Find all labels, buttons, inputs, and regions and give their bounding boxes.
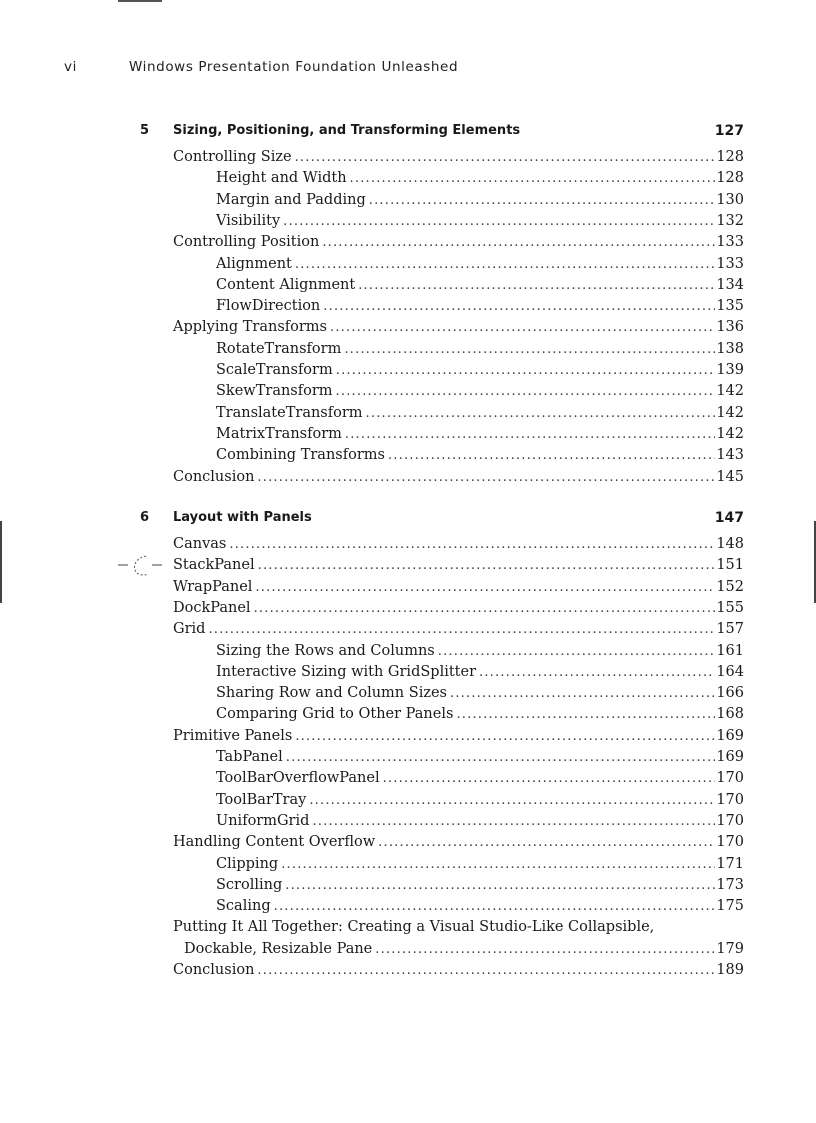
- toc-entry-text: FlowDirection: [216, 298, 321, 315]
- toc-line: [216, 811, 744, 832]
- toc-entry-text: DockPanel: [173, 599, 251, 616]
- toc-entry-text: Visibility: [216, 212, 281, 229]
- toc-subsection-entry[interactable]: [0, 747, 816, 767]
- toc-page-number: 164: [716, 663, 744, 680]
- toc-line: [216, 168, 744, 189]
- toc-section-entry[interactable]: [0, 232, 816, 252]
- toc-section-entry[interactable]: [0, 598, 816, 618]
- toc-entry-text: Grid: [173, 621, 206, 638]
- toc-entry-text: TabPanel: [216, 749, 283, 765]
- toc-page-number: 157: [716, 621, 744, 638]
- toc-page-number: 170: [716, 834, 744, 851]
- toc-line: [216, 254, 744, 275]
- dot-leader: [255, 578, 715, 598]
- toc-line: [216, 360, 744, 381]
- toc-page-number: 166: [716, 685, 744, 702]
- toc-page-number: 133: [716, 234, 744, 251]
- dot-leader: [369, 191, 716, 211]
- chapter-number: 6: [140, 510, 150, 525]
- dot-leader: [438, 642, 716, 662]
- toc-line: [216, 790, 744, 811]
- chapter-heading[interactable]: [0, 508, 816, 528]
- toc-section-entry[interactable]: [0, 577, 816, 597]
- dot-leader: [229, 535, 715, 555]
- toc-entry-text: Applying Transforms: [173, 319, 327, 336]
- toc-page-number: 136: [716, 319, 744, 336]
- toc-line: [216, 211, 744, 232]
- toc-subsection-entry[interactable]: [0, 704, 816, 724]
- dot-leader: [366, 404, 716, 424]
- chapter-title: Sizing, Positioning, and Transforming Elements: [173, 123, 521, 138]
- toc-entry-text: WrapPanel: [173, 578, 253, 595]
- dot-leader: [383, 769, 716, 789]
- toc-page-number: 170: [716, 812, 744, 829]
- dot-leader: [456, 705, 715, 725]
- toc-page-number: 161: [716, 642, 744, 659]
- toc-entry-text: Clipping: [216, 855, 279, 872]
- toc-section-entry[interactable]: [0, 467, 816, 487]
- toc-line: [216, 641, 744, 662]
- toc-page-number: 132: [716, 212, 744, 229]
- dot-leader: [258, 556, 716, 576]
- toc-subsection-entry[interactable]: [0, 360, 816, 380]
- toc-section-entry[interactable]: [0, 317, 816, 337]
- toc-page-number: 128: [716, 170, 744, 187]
- toc-line: [216, 747, 744, 768]
- toc-line: [216, 381, 744, 402]
- toc-entry-text: Content Alignment: [216, 276, 356, 293]
- toc-entry-text: Alignment: [216, 255, 292, 272]
- toc-subsection-entry[interactable]: [0, 641, 816, 661]
- toc-page-number: 155: [716, 599, 744, 616]
- toc-line: [173, 147, 744, 168]
- dot-leader: [378, 833, 715, 853]
- toc-entry-text: Combining Transforms: [216, 447, 385, 464]
- toc-line: [173, 960, 744, 981]
- dot-leader: [322, 233, 715, 253]
- toc-line: [216, 896, 744, 917]
- toc-entry-text: SkewTransform: [216, 383, 333, 400]
- toc-page-number: 145: [716, 468, 744, 485]
- toc-page-number: 173: [716, 876, 744, 893]
- dot-leader: [375, 940, 715, 960]
- toc-subsection-entry[interactable]: [0, 339, 816, 359]
- dot-leader: [295, 727, 715, 747]
- toc-entry-text: ToolBarOverflowPanel: [216, 770, 380, 787]
- toc-page-number: 169: [716, 727, 744, 744]
- toc-entry-text: Scaling: [216, 898, 271, 915]
- toc-line: [216, 704, 744, 725]
- toc-line: [173, 726, 744, 747]
- toc-subsection-entry[interactable]: [0, 381, 816, 401]
- toc-page-number: 168: [716, 706, 744, 723]
- toc-page-number: 152: [716, 578, 744, 595]
- toc-entry-text: ScaleTransform: [216, 362, 333, 378]
- dot-leader: [330, 318, 715, 338]
- toc-entry-text: Sizing the Rows and Columns: [216, 642, 435, 659]
- toc-line: [216, 339, 744, 360]
- toc-entry-text: Primitive Panels: [173, 727, 293, 744]
- dot-leader: [257, 468, 715, 488]
- toc-page-number: 135: [716, 298, 744, 315]
- toc-line: [216, 424, 744, 445]
- toc-entry-text: Controlling Size: [173, 149, 292, 165]
- toc-entry[interactable]: [0, 939, 816, 959]
- toc-entry-text: UniformGrid: [216, 812, 310, 829]
- toc-page-number: 139: [716, 362, 744, 378]
- toc-page-number: 151: [716, 557, 744, 574]
- dot-leader: [257, 961, 715, 981]
- toc-subsection-entry[interactable]: [0, 254, 816, 274]
- toc-subsection-entry[interactable]: [0, 403, 816, 423]
- toc-subsection-entry[interactable]: [0, 168, 816, 188]
- dot-leader: [344, 340, 715, 360]
- toc-page-number: 128: [716, 149, 744, 165]
- toc-entry-text: Controlling Position: [173, 234, 320, 251]
- toc-page-number: 130: [716, 191, 744, 208]
- toc-entry-text: Canvas: [173, 536, 227, 552]
- dot-leader: [274, 897, 716, 917]
- toc-subsection-entry[interactable]: [0, 683, 816, 703]
- toc-page-number: 143: [716, 447, 744, 464]
- toc-line: [216, 275, 744, 296]
- dot-leader: [254, 599, 716, 619]
- toc-line: [216, 190, 744, 211]
- toc-line: [216, 875, 744, 896]
- toc-page-number: 171: [716, 855, 744, 872]
- toc-entry-text: StackPanel: [173, 557, 255, 574]
- toc-page-number: 133: [716, 255, 744, 272]
- toc-section-entry[interactable]: [0, 147, 816, 167]
- toc-entry-text: Interactive Sizing with GridSplitter: [216, 663, 477, 680]
- toc-line: [173, 577, 744, 598]
- dot-leader: [295, 255, 715, 275]
- toc-line: [216, 854, 744, 875]
- toc-subsection-entry[interactable]: [0, 790, 816, 810]
- dot-leader: [388, 446, 715, 466]
- toc-page-number: 179: [716, 940, 744, 957]
- toc-line: [173, 317, 744, 338]
- toc-line: [173, 467, 744, 488]
- toc-line: [173, 598, 744, 619]
- toc-line: [173, 832, 744, 853]
- toc-line: [216, 445, 744, 466]
- toc-entry-text[interactable]: Putting It All Together: Creating a Visual Studio-Like Collapsible,: [173, 919, 655, 936]
- toc-subsection-entry[interactable]: [0, 424, 816, 444]
- toc-line: [173, 619, 744, 640]
- dot-leader: [350, 169, 716, 189]
- dot-leader: [295, 148, 716, 168]
- toc-subsection-entry[interactable]: [0, 275, 816, 295]
- toc-entry-text: TranslateTransform: [216, 404, 363, 421]
- toc-entry-text: Conclusion: [173, 468, 255, 485]
- toc-page-number: 142: [716, 404, 744, 421]
- toc-section-entry[interactable]: [0, 726, 816, 746]
- toc-entry-text: Conclusion: [173, 962, 255, 978]
- toc-entry-text: Margin and Padding: [216, 191, 366, 208]
- toc-entry-text: Dockable, Resizable Pane: [184, 940, 373, 957]
- dot-leader: [336, 382, 716, 402]
- chapter-page-number: 147: [714, 510, 744, 526]
- toc-line: [173, 534, 744, 555]
- toc-page-number: 142: [716, 425, 744, 442]
- toc-entry-text: Height and Width: [216, 170, 347, 187]
- toc-page-number: 189: [716, 962, 744, 978]
- dot-leader: [345, 425, 715, 445]
- toc-page-number: 169: [716, 749, 744, 765]
- toc-line: [173, 555, 744, 576]
- toc-entry-text: ToolBarTray: [216, 791, 307, 808]
- toc-line: [216, 403, 744, 424]
- toc-entry-text: Comparing Grid to Other Panels: [216, 706, 454, 723]
- toc-entry-text: Scrolling: [216, 876, 283, 893]
- chapter-heading[interactable]: [0, 121, 816, 141]
- toc-page-number: 170: [716, 770, 744, 787]
- dot-leader: [312, 812, 715, 832]
- toc-subsection-entry[interactable]: [0, 768, 816, 788]
- toc-page-number: 142: [716, 383, 744, 400]
- dot-leader: [450, 684, 715, 704]
- toc-section-entry[interactable]: [0, 534, 816, 554]
- dot-leader: [208, 620, 715, 640]
- page-folio: vi: [64, 59, 77, 75]
- toc-page-number: 134: [716, 276, 744, 293]
- toc-subsection-entry[interactable]: [0, 896, 816, 916]
- dot-leader: [358, 276, 715, 296]
- toc-page-number: 170: [716, 791, 744, 808]
- chapter-page-number: 127: [714, 123, 744, 139]
- dot-leader: [309, 791, 715, 811]
- toc-entry-text: MatrixTransform: [216, 425, 342, 442]
- toc-subsection-entry[interactable]: [0, 854, 816, 874]
- toc-entry-text: Handling Content Overflow: [173, 834, 376, 851]
- chapter-number: 5: [140, 123, 150, 138]
- toc-subsection-entry[interactable]: [0, 190, 816, 210]
- toc-page-number: 138: [716, 340, 744, 357]
- toc-line: [216, 768, 744, 789]
- toc-subsection-entry[interactable]: [0, 811, 816, 831]
- toc-line: [216, 296, 744, 317]
- toc-section-entry[interactable]: [0, 555, 816, 575]
- toc-line: [216, 683, 744, 704]
- dot-leader: [283, 212, 715, 232]
- toc-section-entry[interactable]: [0, 960, 816, 980]
- toc-line: [184, 939, 744, 960]
- dot-leader: [336, 361, 716, 381]
- dot-leader: [286, 748, 716, 768]
- chapter-title: Layout with Panels: [173, 510, 312, 525]
- toc-subsection-entry[interactable]: [0, 211, 816, 231]
- toc-subsection-entry[interactable]: [0, 662, 816, 682]
- toc-page-number: 175: [716, 898, 744, 915]
- toc-line: [216, 662, 744, 683]
- toc-page-number: 148: [716, 536, 744, 552]
- toc-line: [173, 232, 744, 253]
- toc-entry-text: Sharing Row and Column Sizes: [216, 685, 447, 702]
- toc-section-entry[interactable]: [0, 619, 816, 639]
- toc-entry-text: RotateTransform: [216, 340, 342, 357]
- dot-leader: [323, 297, 715, 317]
- toc-subsection-entry[interactable]: [0, 875, 816, 895]
- dot-leader: [281, 855, 715, 875]
- toc-subsection-entry[interactable]: [0, 296, 816, 316]
- running-title: Windows Presentation Foundation Unleashed: [129, 59, 459, 75]
- toc-subsection-entry[interactable]: [0, 445, 816, 465]
- dot-leader: [285, 876, 715, 896]
- toc-section-entry[interactable]: [0, 832, 816, 852]
- dot-leader: [479, 663, 715, 683]
